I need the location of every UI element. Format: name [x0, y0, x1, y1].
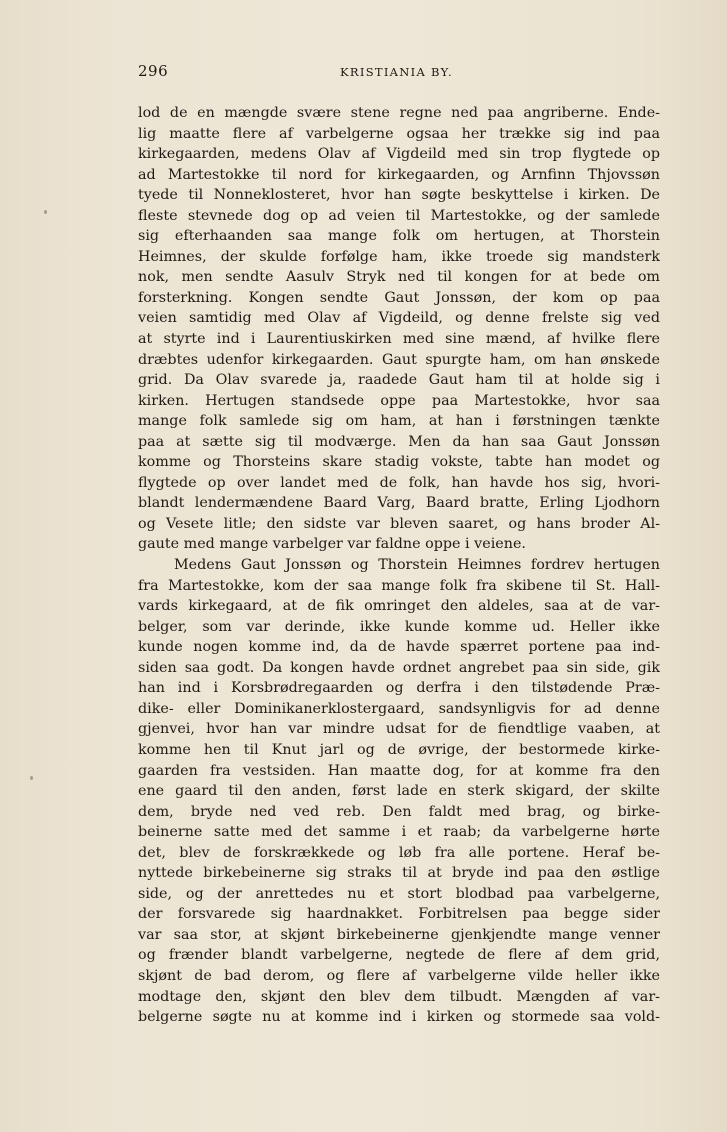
- text-line: komme og Thorsteins skare stadig vokste, tabte han modet og: [138, 454, 660, 471]
- paper-speck: [30, 776, 33, 780]
- text-line: kunde nogen komme ind, da de havde spærret portene paa ind-: [138, 639, 660, 656]
- paper-speck: [44, 210, 47, 214]
- text-line: forsterkning. Kongen sendte Gaut Jonssøn, der kom op paa: [138, 289, 660, 306]
- text-line: dræbtes udenfor kirkegaarden. Gaut spurgte ham, om han ønskede: [138, 351, 660, 368]
- text-line: kirkegaarden, medens Olav af Vigdeild med sin trop flygtede op: [138, 146, 660, 163]
- text-line: lig maatte flere af varbelgerne ogsaa her trække sig ind paa: [138, 125, 660, 142]
- text-line: ene gaard til den anden, først lade en sterk skigard, der skilte: [138, 783, 660, 800]
- text-line: fleste stevnede dog op ad veien til Martestokke, og der samlede: [138, 207, 660, 224]
- text-line: nyttede birkebeinerne sig straks til at bryde ind paa den østlige: [138, 865, 660, 882]
- text-line: dike- eller Dominikanerklostergaard, sandsynligvis for ad denne: [138, 700, 660, 717]
- text-line: gjenvei, hvor han var mindre udsat for de fiendtlige vaaben, at: [138, 721, 660, 738]
- text-line: siden saa godt. Da kongen havde ordnet angrebet paa sin side, gik: [138, 659, 660, 676]
- text-line: side, og der anrettedes nu et stort blodbad paa varbelgerne,: [138, 885, 660, 902]
- text-line: modtage den, skjønt den blev dem tilbudt. Mængden af var-: [138, 988, 660, 1005]
- text-line: paa at sætte sig til modværge. Men da han saa Gaut Jonssøn: [138, 433, 660, 450]
- text-line: skjønt de bad derom, og flere af varbelgerne vilde heller ikke: [138, 967, 660, 984]
- text-line: nok, men sendte Aasulv Stryk ned til kongen for at bede om: [138, 269, 660, 286]
- text-line: ad Martestokke til nord for kirkegaarden, og Arnfinn Thjovssøn: [138, 166, 660, 183]
- text-line: og frænder blandt varbelgerne, negtede de flere af dem grid,: [138, 947, 660, 964]
- text-line: at styrte ind i Laurentiuskirken med sine mænd, af hvilke flere: [138, 331, 660, 348]
- body-text: [138, 103, 660, 1028]
- text-line: gaarden fra vestsiden. Han maatte dog, for at komme fra den: [138, 762, 660, 779]
- text-line: beinerne satte med det samme i et raab; da varbelgerne hørte: [138, 824, 660, 841]
- text-line: mange folk samlede sig om ham, at han i førstningen tænkte: [138, 413, 660, 430]
- text-line: der forsvarede sig haardnakket. Forbitrelsen paa begge sider: [138, 906, 660, 923]
- text-line: fra Martestokke, kom der saa mange folk fra skibene til St. Hall-: [138, 577, 660, 594]
- text-line: flygtede op over landet med de folk, han havde hos sig, hvori-: [138, 474, 660, 491]
- text-line: sig efterhaanden saa mange folk om hertugen, at Thorstein: [138, 228, 660, 245]
- text-line: komme hen til Knut jarl og de øvrige, der bestormede kirke-: [138, 741, 660, 758]
- text-line: var saa stor, at skjønt birkebeinerne gjenkjendte mange venner: [138, 926, 660, 943]
- text-line: belgerne søgte nu at komme ind i kirken og stormede saa vold-: [138, 1009, 660, 1026]
- text-line: Medens Gaut Jonssøn og Thorstein Heimnes fordrev hertugen: [174, 557, 660, 574]
- text-line: Heimnes, der skulde forfølge ham, ikke troede sig mandsterk: [138, 248, 660, 265]
- text-line: gaute med mange varbelger var faldne oppe i veiene.: [138, 536, 526, 553]
- text-line: veien samtidig med Olav af Vigdeild, og denne frelste sig ved: [138, 310, 660, 327]
- text-line: kirken. Hertugen standsede oppe paa Martestokke, hvor saa: [138, 392, 660, 409]
- text-line: tyede til Nonneklosteret, hvor han søgte beskyttelse i kirken. De: [138, 187, 660, 204]
- page-number: 296: [138, 62, 169, 80]
- text-line: og Vesete litle; den sidste var bleven saaret, og hans broder Al-: [138, 515, 660, 532]
- text-line: belger, som var derinde, ikke kunde komme ud. Heller ikke: [138, 618, 660, 635]
- text-line: blandt lendermændene Baard Varg, Baard bratte, Erling Ljodhorn: [138, 495, 660, 512]
- text-line: han ind i Korsbrødregaarden og derfra i den tilstødende Præ-: [138, 680, 660, 697]
- text-line: grid. Da Olav svarede ja, raadede Gaut ham til at holde sig i: [138, 372, 660, 389]
- text-line: vards kirkegaard, at de fik omringet den aldeles, saa at de var-: [138, 598, 660, 615]
- page-header: [138, 62, 660, 86]
- running-head: KRISTIANIA BY.: [340, 65, 453, 79]
- text-line: lod de en mængde svære stene regne ned paa angriberne. Ende-: [138, 105, 660, 121]
- text-line: dem, bryde ned ved reb. Den faldt med brag, og birke-: [138, 803, 660, 820]
- text-line: det, blev de forskrækkede og løb fra alle portene. Heraf be-: [138, 844, 660, 861]
